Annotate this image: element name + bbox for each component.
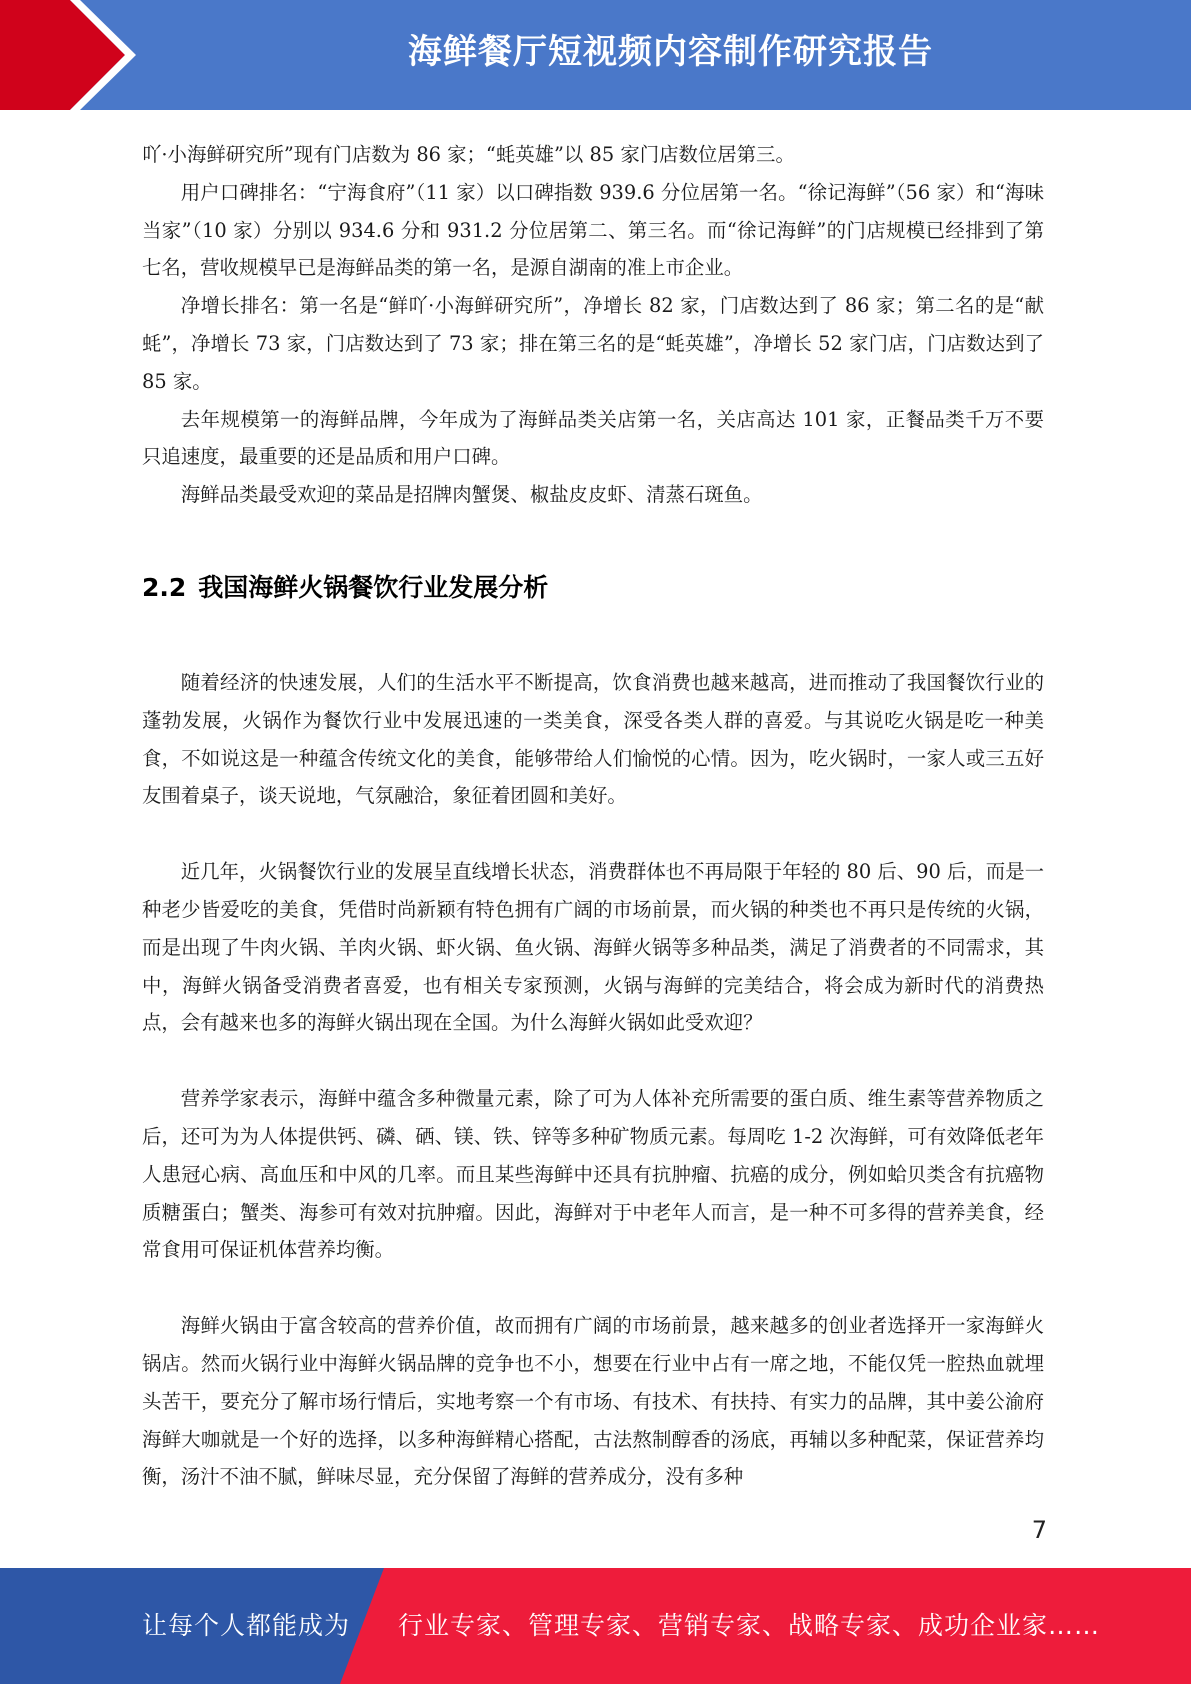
paragraph: 净增长排名：第一名是“鲜吖·小海鲜研究所”，净增长 82 家，门店数达到了 86 家；第二名的是“献蚝”，净增长 73 家，门店数达到了 73 家；排在第三名的是“蚝英雄”，净增长 52 家门店，门店数达到了 85 家。 (142, 294, 1044, 393)
paragraph: 吖·小海鲜研究所”现有门店数为 86 家；“蚝英雄”以 85 家门店数位居第三。 (142, 143, 795, 166)
document-body (142, 136, 1044, 1496)
paragraph: 近几年，火锅餐饮行业的发展呈直线增长状态，消费群体也不再局限于年轻的 80 后、90 后，而是一种老少皆爱吃的美食，凭借时尚新颖有特色拥有广阔的市场前景，而火锅的种类也不再只是传统的火锅，而是出现了牛肉火锅、羊肉火锅、虾火锅、鱼火锅、海鲜火锅等多种品类，满足了消费者的不同需求，其中，海鲜火锅备受消费者喜爱，也有相关专家预测，火锅与海鲜的完美结合，将会成为新时代的消费热点，会有越来也多的海鲜火锅出现在全国。为什么海鲜火锅如此受欢迎？ (142, 860, 1044, 1035)
paragraph: 海鲜火锅由于富含较高的营养价值，故而拥有广阔的市场前景，越来越多的创业者选择开一家海鲜火锅店。然而火锅行业中海鲜火锅品牌的竞争也不小，想要在行业中占有一席之地，不能仅凭一腔热血就埋头苦干，要充分了解市场行情后，实地考察一个有市场、有技术、有扶持、有实力的品牌，其中姜公渝府海鲜大咖就是一个好的选择，以多种海鲜精心搭配，古法熬制醇香的汤底，再辅以多种配菜，保证营养均衡，汤汁不油不腻，鲜味尽显，充分保留了海鲜的营养成分，没有多种 (142, 1314, 1044, 1489)
page-header (0, 0, 1191, 110)
page-number: 7 (1031, 1516, 1047, 1544)
footer-slogan-left: 让每个人都能成为 (142, 1611, 351, 1640)
paragraph: 营养学家表示，海鲜中蕴含多种微量元素，除了可为人体补充所需要的蛋白质、维生素等营养物质之后，还可为为人体提供钙、磷、硒、镁、铁、锌等多种矿物质元素。每周吃 1-2 次海鲜，可有效降低老年人患冠心病、高血压和中风的几率。而且某些海鲜中还具有抗肿瘤、抗癌的成分，例如蛤贝类含有抗癌物质糖蛋白；蟹类、海参可有效对抗肿瘤。因此，海鲜对于中老年人而言，是一种不可多得的营养美食，经常食用可保证机体营养均衡。 (142, 1087, 1044, 1262)
paragraph: 去年规模第一的海鲜品牌，今年成为了海鲜品类关店第一名，关店高达 101 家，正餐品类千万不要只追速度，最重要的还是品质和用户口碑。 (142, 407, 1044, 469)
section-number: 2.2 (142, 572, 187, 602)
paragraph: 海鲜品类最受欢迎的菜品是招牌肉蟹煲、椒盐皮皮虾、清蒸石斑鱼。 (180, 483, 763, 507)
paragraph: 随着经济的快速发展，人们的生活水平不断提高，饮食消费也越来越高，进而推动了我国餐饮行业的蓬勃发展，火锅作为餐饮行业中发展迅速的一类美食，深受各类人群的喜爱。与其说吃火锅是吃一种美食，不如说这是一种蕴含传统文化的美食，能够带给人们愉悦的心情。因为，吃火锅时，一家人或三五好友围着桌子，谈天说地，气氛融洽，象征着团圆和美好。 (142, 670, 1044, 808)
section-heading (142, 568, 1044, 608)
report-title: 海鲜餐厅短视频内容制作研究报告 (408, 32, 933, 72)
paragraph: 用户口碑排名：“宁海食府”（11 家）以口碑指数 939.6 分位居第一名。“徐记海鲜”（56 家）和“海味当家”（10 家）分别以 934.6 分和 931.2 分位居第二、第三名。而“徐记海鲜”的门店规模已经排到了第七名，营收规模早已是海鲜品类的第一名，是源自湖南的准上市企业。 (142, 180, 1044, 280)
page-footer (0, 1568, 1191, 1684)
section-title: 我国海鲜火锅餐饮行业发展分析 (198, 572, 549, 602)
header-red-arrow-icon (0, 0, 150, 110)
footer-slogan-right: 行业专家、管理专家、营销专家、战略专家、成功企业家…… (398, 1611, 1101, 1640)
